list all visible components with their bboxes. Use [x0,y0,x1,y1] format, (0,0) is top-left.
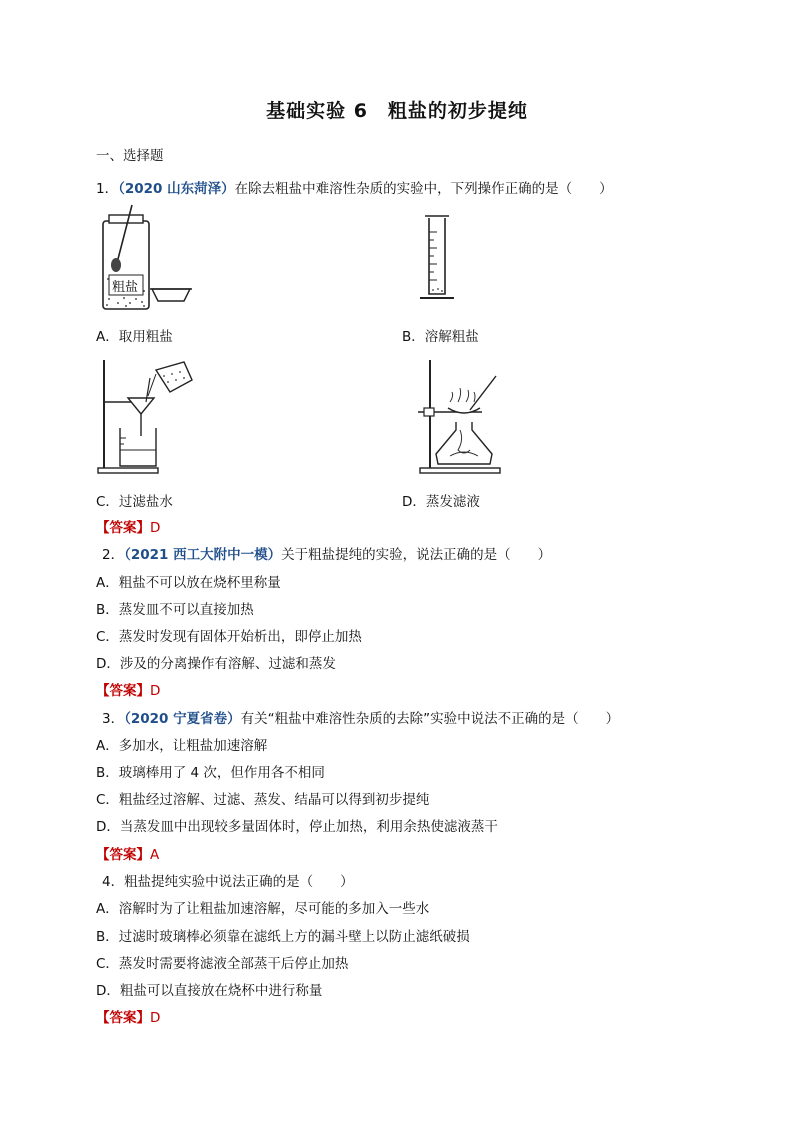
question-4-answer [96,1006,160,1026]
figure-a-jar-label: 粗盐 [112,280,139,295]
question-4-option-a: A．溶解时为了让粗盐加速溶解，尽可能的多加入一些水 [96,901,430,917]
question-1-option-c: C．过滤盐水 [96,494,173,510]
question-1-option-b: B．溶解粗盐 [402,329,479,345]
answer-label: 【答案】 [96,847,150,863]
question-3-option-b: B．玻璃棒用了 4 次，但作用各不相同 [96,765,325,781]
answer-value: D [150,1010,161,1026]
question-2-option-c: C．蒸发时发现有固体开始析出，即停止加热 [96,629,362,645]
answer-label: 【答案】 [96,520,150,536]
question-4-option-d: D．粗盐可以直接放在烧杯中进行称量 [96,983,323,999]
question-1-answer [96,516,160,536]
figure-d-evaporate-filtrate [412,356,508,476]
answer-value: A [150,847,160,863]
question-2-option-a: A．粗盐不可以放在烧杯里称量 [96,575,281,591]
question-3-answer [96,843,159,863]
question-3-source: （2020 宁夏省卷） [124,711,241,727]
question-1-option-a: A．取用粗盐 [96,329,173,345]
question-3-number: 3． [102,711,125,727]
question-1-stem-line [96,177,613,197]
question-1-option-d: D．蒸发滤液 [402,494,480,510]
question-2-source: （2021 西工大附中一模） [124,547,282,563]
question-4-option-c: C．蒸发时需要将滤液全部蒸干后停止加热 [96,956,349,972]
question-2-stem-line [102,543,551,563]
question-4-stem: 粗盐提纯实验中说法正确的是（ ） [124,874,354,890]
answer-label: 【答案】 [96,683,150,699]
question-1-stem: 在除去粗盐中难溶性杂质的实验中，下列操作正确的是（ ） [234,181,613,197]
figure-c-filter-brine [94,356,194,476]
question-1-number: 1． [96,181,119,197]
page-title: 基础实验 6 粗盐的初步提纯 [266,100,528,122]
question-2-option-b: B．蒸发皿不可以直接加热 [96,602,254,618]
question-4-option-b: B．过滤时玻璃棒必须靠在滤纸上方的漏斗壁上以防止滤纸破损 [96,929,470,945]
question-2-number: 2． [102,547,125,563]
question-4-number: 4． [102,874,125,890]
question-2-option-d: D．涉及的分离操作有溶解、过滤和蒸发 [96,656,336,672]
question-3-stem: 有关“粗盐中难溶性杂质的去除”实验中说法不正确的是（ ） [240,711,620,727]
question-4-stem-line [102,870,354,890]
question-2-stem: 关于粗盐提纯的实验，说法正确的是（ ） [281,547,552,563]
question-3-option-c: C．粗盐经过溶解、过滤、蒸发、结晶可以得到初步提纯 [96,792,430,808]
question-3-option-a: A．多加水，让粗盐加速溶解 [96,738,268,754]
question-3-option-d: D．当蒸发皿中出现较多量固体时，停止加热，利用余热使滤液蒸干 [96,819,498,835]
answer-value: D [150,683,161,699]
answer-value: D [150,520,161,536]
figure-b-dissolve-salt [412,212,462,304]
question-2-answer [96,679,160,699]
question-1-source: （2020 山东菏泽） [118,181,235,197]
question-3-stem-line [102,707,619,727]
answer-label: 【答案】 [96,1010,150,1026]
section-label: 一、选择题 [96,148,164,164]
